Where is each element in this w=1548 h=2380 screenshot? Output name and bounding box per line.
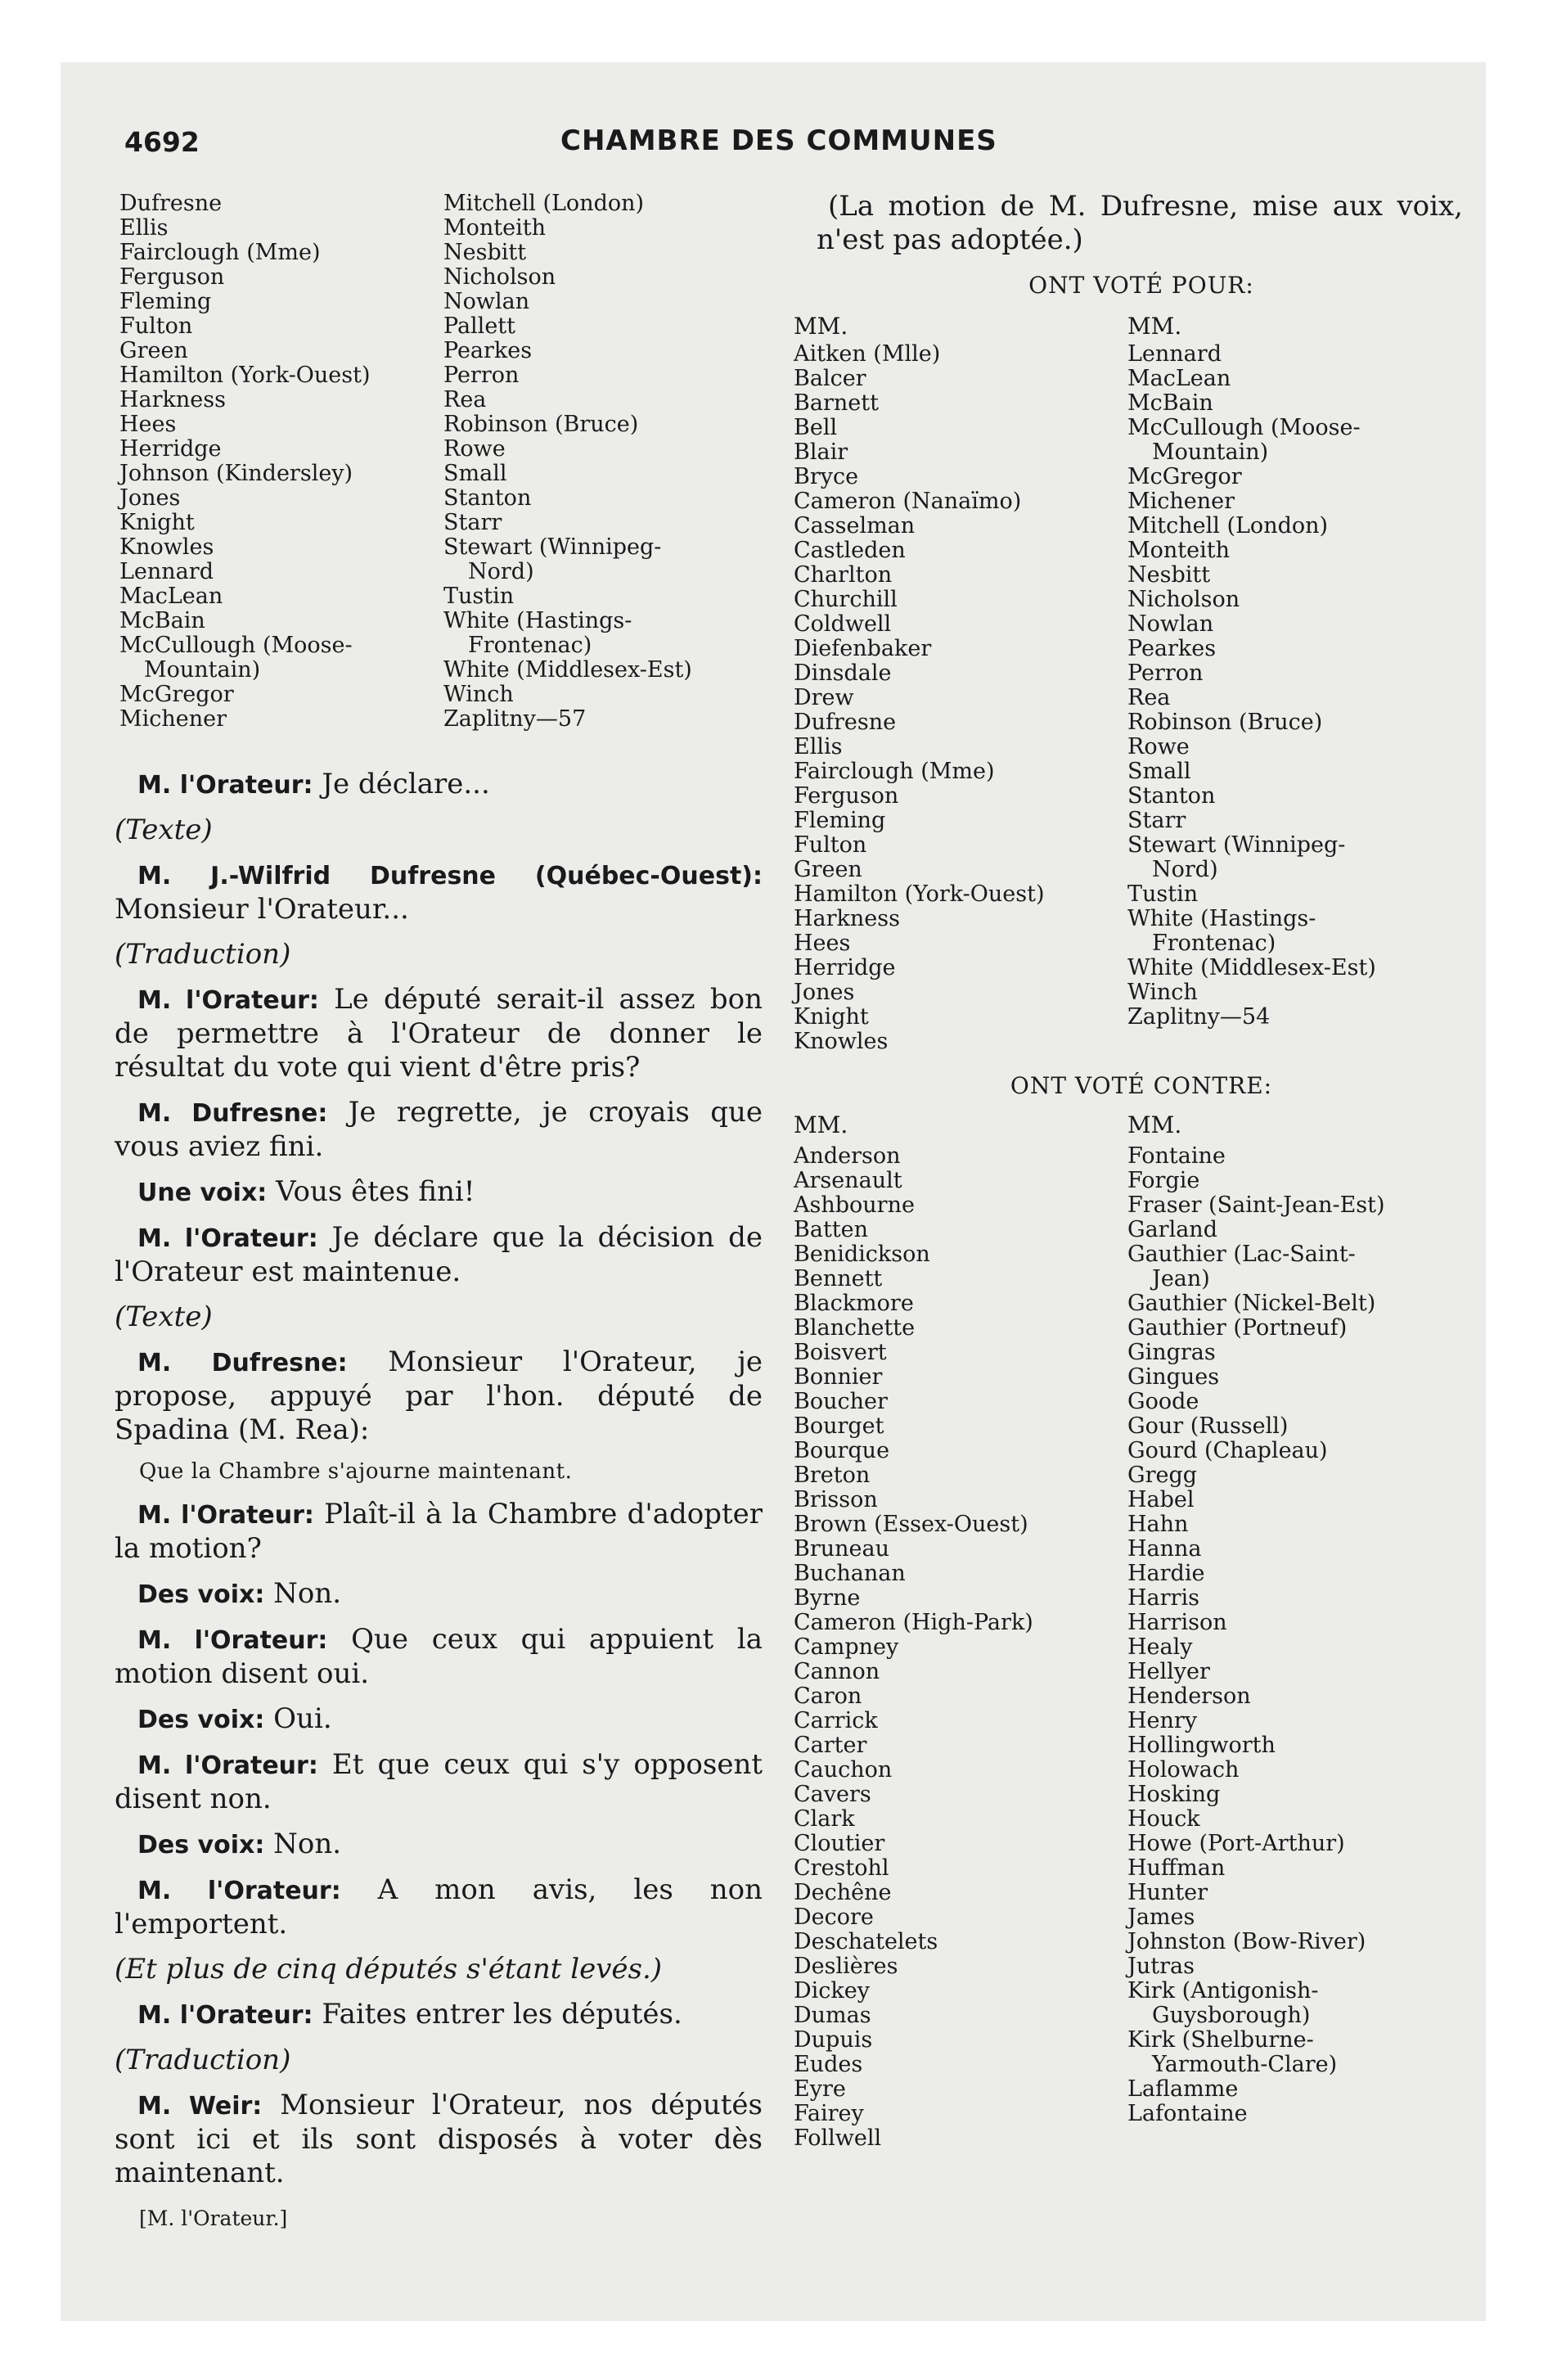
member-name: Knowles (794, 1029, 889, 1054)
speech-paragraph (115, 1873, 763, 1941)
member-name: Nowlan (1127, 611, 1214, 637)
member-name: Fairclough (Mme) (794, 759, 995, 784)
member-name: Nesbitt (443, 240, 527, 265)
member-name: Kirk (Antigonish- (1127, 1978, 1319, 2004)
member-name: Caron (794, 1684, 862, 1709)
member-name: Jutras (1127, 1954, 1195, 1979)
member-name: Dupuis (794, 2027, 873, 2053)
member-name: Stewart (Winnipeg- (443, 534, 662, 560)
member-name: Dumas (794, 2003, 871, 2028)
translation-note: (Texte) (115, 814, 213, 846)
member-name: Brown (Essex-Ouest) (794, 1512, 1028, 1537)
translation-note: (Texte) (115, 1300, 213, 1333)
member-name: White (Middlesex-Est) (443, 657, 692, 683)
speech-text: Je déclare que la décision de l'Orateur est maintenue. (115, 1221, 763, 1288)
member-name: McCullough (Moose- (1127, 415, 1361, 440)
member-name: Harkness (119, 387, 226, 412)
member-name: Johnston (Bow-River) (1127, 1929, 1366, 1954)
member-name: Blair (794, 439, 848, 465)
speech-paragraph (115, 2089, 763, 2190)
member-name: Decore (794, 1904, 874, 1930)
member-name: Gregg (1127, 1463, 1198, 1488)
member-name: Yarmouth-Clare) (1152, 2052, 1338, 2077)
speech-text: Faites entrer les députés. (313, 1998, 682, 2031)
speaker-name: M. Dufresne: (137, 1099, 328, 1128)
translation-note: (Traduction) (115, 938, 291, 971)
member-name: Guysborough) (1152, 2003, 1311, 2028)
speaker-name: M. J.-Wilfrid Dufresne (Québec-Ouest): (137, 862, 763, 890)
member-name: Laflamme (1127, 2076, 1239, 2102)
speech-text: Monsieur l'Orateur, nos députés sont ici et ils sont disposés à voter dès maintenant. (115, 2089, 763, 2189)
member-name: Winch (1127, 980, 1198, 1005)
speaker-name: M. l'Orateur: (137, 1224, 318, 1253)
member-name: Green (119, 338, 188, 363)
member-name: Robinson (Bruce) (1127, 710, 1323, 735)
member-name: Healy (1127, 1634, 1193, 1660)
member-name: Casselman (794, 513, 916, 539)
member-name: Fontaine (1127, 1143, 1226, 1169)
member-name: Eudes (794, 2052, 863, 2077)
member-name: Harris (1127, 1585, 1199, 1611)
member-name: Hollingworth (1127, 1733, 1276, 1758)
member-name: Forgie (1127, 1168, 1200, 1193)
speech-paragraph (115, 1346, 763, 1447)
member-name: Gingras (1127, 1340, 1216, 1365)
member-name: Bourget (794, 1413, 884, 1439)
member-name: Cameron (Nanaïmo) (794, 489, 1022, 514)
member-name: Castleden (794, 538, 906, 563)
member-name: Bourque (794, 1438, 890, 1463)
speech-paragraph (115, 859, 763, 926)
member-name: Monteith (443, 215, 546, 241)
speech-paragraph (115, 1623, 763, 1691)
member-name: Herridge (794, 955, 896, 980)
speech-paragraph (115, 1702, 763, 1737)
member-name: Huffman (1127, 1855, 1226, 1881)
speaker-name: Des voix: (137, 1706, 265, 1734)
member-name: Balcer (794, 366, 866, 391)
member-name: Ferguson (794, 783, 899, 809)
member-name: Fleming (119, 289, 212, 314)
member-name: Batten (794, 1217, 869, 1242)
speech-text: Plaît-il à la Chambre d'adopter la motion? (115, 1498, 763, 1565)
translation-note: (Traduction) (115, 2044, 291, 2076)
page-title: CHAMBRE DES COMMUNES (560, 124, 997, 157)
member-name: Winch (443, 682, 514, 707)
member-name: Ashbourne (794, 1192, 915, 1218)
member-name: MacLean (119, 584, 223, 609)
member-name: Dechêne (794, 1880, 892, 1905)
member-name: Bell (794, 415, 838, 440)
contre-mm-right: MM. (1127, 1111, 1182, 1138)
speaker-name: Une voix: (137, 1179, 268, 1207)
member-name: Fleming (794, 808, 886, 833)
page-number: 4692 (124, 126, 200, 158)
member-name: Cavers (794, 1782, 871, 1807)
speech-text: Vous êtes fini! (267, 1175, 475, 1208)
member-name: Buchanan (794, 1561, 906, 1586)
member-name: Gingues (1127, 1364, 1220, 1390)
speech-paragraph (115, 1828, 763, 1862)
member-name: Diefenbaker (794, 636, 932, 661)
member-name: Hardie (1127, 1561, 1205, 1586)
member-name: Lafontaine (1127, 2101, 1248, 2126)
speaker-name: M. l'Orateur: (137, 1877, 341, 1905)
member-name: Churchill (794, 587, 898, 612)
vote-pour-list-a (794, 342, 1121, 1054)
vote-list-continued-b (443, 192, 754, 732)
speaker-name: M. l'Orateur: (137, 771, 313, 800)
member-name: Tustin (443, 584, 515, 609)
member-name: Coldwell (794, 611, 892, 637)
speech-paragraph (115, 768, 763, 802)
member-name: Byrne (794, 1585, 861, 1611)
vote-contre-list-b (1127, 1144, 1471, 2126)
speech-text: Le député serait-il assez bon de permettre à l'Orateur de donner le résultat du vote qui vient d'être pris? (115, 983, 763, 1084)
member-name: Dinsdale (794, 660, 892, 686)
member-name: Zaplitny—57 (443, 706, 587, 732)
member-name: Kirk (Shelburne- (1127, 2027, 1314, 2053)
member-name: Green (794, 857, 862, 882)
member-name: Mountain) (144, 657, 261, 683)
member-name: Deschatelets (794, 1929, 938, 1954)
member-name: Follwell (794, 2125, 882, 2151)
member-name: Nicholson (1127, 587, 1240, 612)
member-name: Perron (443, 363, 520, 388)
member-name: Cameron (High-Park) (794, 1610, 1033, 1635)
speaker-name: M. Weir: (137, 2092, 263, 2121)
member-name: Gauthier (Lac-Saint- (1127, 1242, 1356, 1267)
speech-paragraph (115, 1221, 763, 1289)
member-name: Johnson (Kindersley) (119, 461, 353, 486)
member-name: Zaplitny—54 (1127, 1004, 1271, 1030)
member-name: Mitchell (London) (1127, 513, 1329, 539)
member-name: Perron (1127, 660, 1204, 686)
speaker-name: M. Dufresne: (137, 1349, 348, 1377)
member-name: Nicholson (443, 264, 556, 290)
member-name: Hees (794, 931, 851, 956)
member-name: Rea (443, 387, 487, 412)
speaker-name: Des voix: (137, 1831, 265, 1859)
member-name: Mountain) (1152, 439, 1269, 465)
member-name: Deslières (794, 1954, 898, 1979)
member-name: Pallett (443, 313, 516, 339)
pour-heading: ONT VOTÉ POUR: (1028, 272, 1254, 299)
member-name: Habel (1127, 1487, 1195, 1512)
member-name: McBain (1127, 390, 1213, 416)
member-name: Starr (443, 510, 502, 535)
speaker-name: Des voix: (137, 1580, 265, 1609)
footer-note: [M. l'Orateur.] (139, 2206, 288, 2230)
speaker-name: M. l'Orateur: (137, 986, 319, 1015)
speaker-name: M. l'Orateur: (137, 2001, 313, 2030)
member-name: Clark (794, 1806, 855, 1832)
speech-paragraph (115, 983, 763, 1084)
member-name: Herridge (119, 436, 222, 462)
speech-paragraph (115, 1998, 763, 2032)
member-name: Nord) (1152, 857, 1218, 882)
member-name: Nowlan (443, 289, 530, 314)
member-name: Gourd (Chapleau) (1127, 1438, 1328, 1463)
member-name: Goode (1127, 1389, 1199, 1414)
member-name: Jean) (1152, 1266, 1210, 1291)
speech-paragraph (115, 1748, 763, 1816)
member-name: Dufresne (794, 710, 897, 735)
member-name: Gour (Russell) (1127, 1413, 1289, 1439)
member-name: Hahn (1127, 1512, 1189, 1537)
member-name: Cloutier (794, 1831, 885, 1856)
member-name: Anderson (794, 1143, 901, 1169)
member-name: Robinson (Bruce) (443, 412, 639, 437)
member-name: Starr (1127, 808, 1186, 833)
member-name: Cauchon (794, 1757, 893, 1783)
member-name: Hunter (1127, 1880, 1208, 1905)
member-name: Drew (794, 685, 854, 710)
member-name: Nesbitt (1127, 562, 1211, 588)
member-name: Pearkes (1127, 636, 1217, 661)
member-name: Rowe (1127, 734, 1190, 760)
member-name: Knowles (119, 534, 214, 560)
member-name: Harkness (794, 906, 900, 931)
speaker-name: M. l'Orateur: (137, 1751, 318, 1780)
member-name: Charlton (794, 562, 893, 588)
member-name: Hees (119, 412, 177, 437)
speaker-name: M. l'Orateur: (137, 1626, 328, 1655)
member-name: Bruneau (794, 1536, 889, 1562)
motion-text: Que la Chambre s'ajourne maintenant. (139, 1459, 573, 1484)
member-name: Ellis (794, 734, 843, 760)
member-name: Houck (1127, 1806, 1200, 1832)
member-name: Arsenault (794, 1168, 902, 1193)
member-name: McGregor (119, 682, 234, 707)
member-name: Boisvert (794, 1340, 887, 1365)
speech-text: Oui. (264, 1702, 332, 1735)
vote-contre-list-a (794, 1144, 1121, 2151)
member-name: Campney (794, 1634, 899, 1660)
member-name: Henry (1127, 1708, 1198, 1733)
member-name: Breton (794, 1463, 871, 1488)
member-name: Tustin (1127, 881, 1199, 907)
translation-note: (Et plus de cinq députés s'étant levés.) (115, 1953, 663, 1986)
speech-text: Et que ceux qui s'y opposent disent non. (115, 1748, 763, 1815)
speech-text: Monsieur l'Orateur, je propose, appuyé par l'hon. député de Spadina (M. Rea): (115, 1346, 763, 1446)
member-name: Fairclough (Mme) (119, 240, 321, 265)
proceedings-text (115, 768, 763, 2247)
member-name: Harrison (1127, 1610, 1227, 1635)
member-name: Jones (794, 980, 855, 1005)
member-name: Carter (794, 1733, 867, 1758)
member-name: McGregor (1127, 464, 1242, 489)
speech-text: Que ceux qui appuient la motion disent oui. (115, 1623, 763, 1690)
member-name: Blackmore (794, 1291, 914, 1316)
member-name: Hosking (1127, 1782, 1221, 1807)
member-name: Bryce (794, 464, 859, 489)
member-name: Frontenac) (1152, 931, 1276, 956)
member-name: Monteith (1127, 538, 1230, 563)
member-name: Lennard (1127, 341, 1222, 367)
member-name: Fulton (794, 832, 867, 858)
speech-text: Non. (264, 1577, 342, 1610)
speech-text: Monsieur l'Orateur... (115, 893, 409, 926)
member-name: McCullough (Moose- (119, 633, 353, 658)
member-name: Stewart (Winnipeg- (1127, 832, 1346, 858)
speech-text: Je regrette, je croyais que vous aviez fini. (115, 1096, 763, 1163)
member-name: Dufresne (119, 191, 223, 216)
member-name: Brisson (794, 1487, 878, 1512)
member-name: MacLean (1127, 366, 1231, 391)
member-name: Gauthier (Nickel-Belt) (1127, 1291, 1376, 1316)
member-name: Hamilton (York-Ouest) (119, 363, 371, 388)
member-name: Aitken (Mlle) (794, 341, 941, 367)
member-name: Barnett (794, 390, 879, 416)
member-name: Stanton (443, 485, 532, 511)
speech-text: Non. (264, 1828, 342, 1860)
pour-mm-left: MM. (794, 313, 848, 340)
member-name: Rea (1127, 685, 1171, 710)
speech-text: A mon avis, les non l'emportent. (115, 1873, 763, 1941)
member-name: Frontenac) (468, 633, 592, 658)
member-name: Ferguson (119, 264, 225, 290)
member-name: White (Hastings- (443, 608, 632, 633)
member-name: Hamilton (York-Ouest) (794, 881, 1045, 907)
speech-paragraph (115, 1175, 763, 1210)
member-name: Ellis (119, 215, 169, 241)
speaker-name: M. l'Orateur: (137, 1501, 314, 1530)
speech-paragraph (115, 1577, 763, 1611)
motion-result-text: (La motion de M. Dufresne, mise aux voix, n'est pas adoptée.) (817, 190, 1463, 256)
member-name: Stanton (1127, 783, 1216, 809)
member-name: Lennard (119, 559, 214, 584)
member-name: Small (443, 461, 507, 486)
member-name: Dickey (794, 1978, 870, 2004)
member-name: Hellyer (1127, 1659, 1210, 1684)
contre-mm-left: MM. (794, 1111, 848, 1138)
member-name: Cannon (794, 1659, 880, 1684)
member-name: Benidickson (794, 1242, 930, 1267)
speech-paragraph (115, 1498, 763, 1566)
member-name: Crestohl (794, 1855, 889, 1881)
member-name: Fulton (119, 313, 193, 339)
contre-heading: ONT VOTÉ CONTRE: (1010, 1072, 1273, 1099)
member-name: Howe (Port-Arthur) (1127, 1831, 1345, 1856)
member-name: White (Middlesex-Est) (1127, 955, 1376, 980)
member-name: White (Hastings- (1127, 906, 1316, 931)
vote-pour-list-b (1127, 342, 1471, 1030)
member-name: Pearkes (443, 338, 533, 363)
member-name: Michener (119, 706, 227, 732)
member-name: Knight (794, 1004, 869, 1030)
speech-text: Je déclare... (313, 768, 490, 800)
motion-result (817, 190, 1463, 257)
member-name: Eyre (794, 2076, 846, 2102)
member-name: Henderson (1127, 1684, 1251, 1709)
member-name: Jones (119, 485, 181, 511)
member-name: Blanchette (794, 1315, 916, 1341)
member-name: Knight (119, 510, 195, 535)
member-name: Bennett (794, 1266, 883, 1291)
member-name: Michener (1127, 489, 1235, 514)
member-name: Carrick (794, 1708, 878, 1733)
speech-paragraph (115, 1096, 763, 1164)
member-name: James (1127, 1904, 1195, 1930)
member-name: Gauthier (Portneuf) (1127, 1315, 1348, 1341)
vote-list-continued-a (119, 192, 439, 732)
member-name: Fairey (794, 2101, 864, 2126)
member-name: Garland (1127, 1217, 1217, 1242)
member-name: Mitchell (London) (443, 191, 645, 216)
member-name: Small (1127, 759, 1191, 784)
member-name: Nord) (468, 559, 534, 584)
member-name: Holowach (1127, 1757, 1240, 1783)
member-name: Boucher (794, 1389, 888, 1414)
member-name: Rowe (443, 436, 506, 462)
member-name: McBain (119, 608, 205, 633)
member-name: Fraser (Saint-Jean-Est) (1127, 1192, 1385, 1218)
member-name: Bonnier (794, 1364, 883, 1390)
pour-mm-right: MM. (1127, 313, 1182, 340)
member-name: Hanna (1127, 1536, 1202, 1562)
